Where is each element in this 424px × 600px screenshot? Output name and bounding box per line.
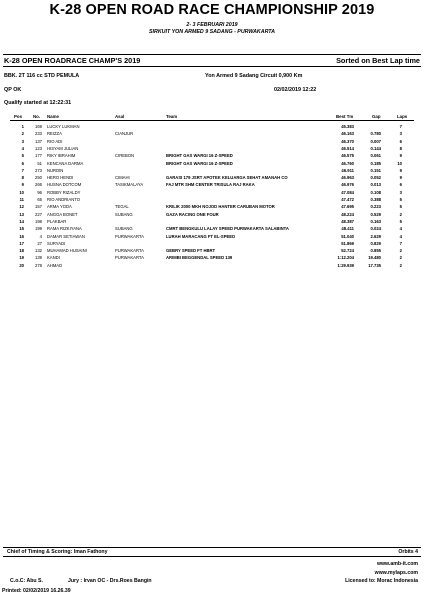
cell-no: 139: [35, 255, 42, 261]
cell-name: HUSNA DOTCOM: [47, 182, 82, 188]
cell-laps: 10: [397, 160, 402, 166]
cell-no: 233: [35, 131, 42, 137]
cell-best: 46.370: [341, 138, 354, 144]
table-row: [0, 241, 424, 248]
table-row: [0, 226, 424, 233]
cell-pos: 13: [19, 211, 24, 217]
table-row: [0, 248, 424, 255]
section-top-rule: [3, 54, 421, 55]
cell-name: RAMA RIZKIYANA: [47, 226, 82, 232]
cell-no: 199: [35, 226, 42, 232]
cell-laps: 6: [399, 182, 402, 188]
col-team: Team: [166, 114, 178, 119]
cell-no: 177: [35, 153, 42, 159]
championship-title: K-28 OPEN ROAD RACE CHAMPIONSHIP 2019: [49, 2, 375, 18]
cell-gap: 19.480: [368, 255, 381, 261]
table-row: [0, 131, 424, 138]
cell-best: 46.163: [341, 131, 354, 137]
cell-best: 47.084: [341, 189, 354, 195]
cell-name: DAMAR SETIAWAN: [47, 233, 85, 239]
cell-laps: 7: [399, 124, 402, 129]
table-row: [0, 175, 424, 182]
cell-best: 52.724: [341, 248, 354, 254]
cell-laps: 6: [399, 138, 402, 144]
mylaps-url: www.mylaps.com: [374, 570, 418, 576]
cell-best: 46.760: [341, 160, 354, 166]
cell-name: ANGGA BONET: [47, 211, 78, 217]
cell-laps: 2: [399, 248, 402, 254]
table-row: [0, 234, 424, 241]
cell-pos: 3: [21, 138, 24, 144]
cell-gap: 0.780: [370, 131, 381, 137]
cell-pos: 17: [19, 240, 24, 246]
table-header-rule: [10, 120, 414, 121]
table-row: [0, 263, 424, 270]
table-row: [0, 146, 424, 153]
cell-gap: 0.855: [370, 248, 381, 254]
cell-gap: 0.007: [370, 138, 381, 144]
sort-mode: Sorted on Best Lap time: [336, 56, 420, 65]
cell-laps: 5: [399, 204, 402, 210]
table-row: [0, 219, 424, 226]
table-row: [0, 124, 424, 131]
cell-best: 46.575: [341, 153, 354, 159]
cell-asal: PURWAKARTA: [115, 255, 144, 261]
cell-no: 137: [35, 138, 42, 144]
col-gap: Gap: [372, 114, 381, 119]
cell-laps: 5: [399, 197, 402, 202]
qualify-start: Qualify started at 12:22:31: [4, 100, 72, 106]
cell-gap: 0.223: [370, 204, 381, 210]
cell-gap: 0.829: [370, 240, 381, 246]
chief-of-timing: Chief of Timing & Scoring: Iman Fathony: [7, 549, 108, 555]
event-circuit: SIRKUIT YON ARMED 9 SADANG - PURWAKARTA: [149, 29, 275, 35]
cell-gap: 0.151: [370, 167, 381, 173]
col-asal: Asal: [115, 114, 125, 119]
printed-timestamp: Printed: 02/02/2019 16.26.39: [2, 588, 71, 594]
cell-laps: 2: [399, 211, 402, 217]
cell-team: FAJ MTR SHM CENTER TRISULA RAJ RAKA: [166, 182, 255, 188]
cell-gap: 0.388: [370, 197, 381, 202]
session-datetime: 02/02/2019 12:22: [274, 87, 317, 93]
cell-name: ROBBY RIZALDY: [47, 189, 81, 195]
cell-laps: 9: [399, 153, 402, 159]
cell-best: 48.224: [341, 211, 354, 217]
cell-no: 96: [37, 189, 42, 195]
cell-best: 1:12.204: [337, 255, 354, 261]
cell-pos: 8: [21, 175, 24, 181]
cell-no: 250: [35, 175, 42, 181]
cell-team: GEBRY SPEED FT HBRT: [166, 248, 216, 254]
cell-gap: 0.163: [370, 218, 381, 224]
cell-best: 46.911: [341, 167, 354, 173]
footer-rule: [3, 556, 421, 557]
col-laps: Laps: [397, 114, 408, 119]
cell-pos: 16: [19, 233, 24, 239]
cell-name: RIO ANDRIANTO: [47, 197, 80, 202]
section-bottom-rule: [3, 66, 421, 67]
col-best: Best Tm: [336, 114, 354, 119]
cell-laps: 5: [399, 218, 402, 224]
cell-name: MUHAMAD HUSAINI: [47, 248, 87, 254]
licensed-to: Licensed to: Morac Indonesia: [345, 578, 418, 584]
cell-no: 227: [35, 211, 42, 217]
cell-gap: 2.629: [370, 233, 381, 239]
cell-team: ARIMBI BEGGENDAL SPEED 139: [166, 255, 233, 261]
cell-team: BRIGHT GAS WARGI 16 Z-SPEED: [166, 160, 233, 166]
cell-name: HERO HENDI: [47, 175, 74, 181]
cell-name: NURDIN: [47, 167, 64, 173]
cell-gap: 0.144: [370, 145, 381, 151]
cell-laps: 2: [399, 262, 402, 268]
cell-pos: 6: [21, 160, 24, 166]
cell-pos: 19: [19, 255, 24, 261]
cell-asal: PURWAKARTA: [115, 248, 144, 254]
cell-pos: 7: [21, 167, 24, 173]
cell-best: 48.387: [341, 218, 354, 224]
jury: Jury : Irvan OC - Drs.Roes Bangin: [68, 578, 152, 584]
cell-pos: 12: [19, 204, 24, 210]
cell-asal: TASIKMALAYA: [115, 182, 144, 188]
cell-gap: 0.185: [370, 160, 381, 166]
cell-pos: 2: [21, 131, 24, 137]
cell-pos: 4: [21, 145, 24, 151]
table-row: [0, 153, 424, 160]
cell-no: 169: [35, 124, 42, 129]
cell-asal: CIREBON: [115, 153, 135, 159]
event-date: 2- 3 FEBRUARI 2019: [186, 22, 238, 28]
cell-best: 46.514: [341, 145, 354, 151]
cell-best: 51.040: [341, 233, 354, 239]
cell-laps: 9: [399, 175, 402, 181]
cell-name: PLAKBAR: [47, 218, 67, 224]
cell-gap: 0.061: [370, 153, 381, 159]
cell-gap: 17.735: [368, 262, 381, 268]
cell-gap: 0.013: [370, 182, 381, 188]
table-row: [0, 161, 424, 168]
cell-team: GARASI 179 JSRT APOTEK KELUARGA SEHAT AMANAH CO: [166, 175, 288, 181]
table-row: [0, 204, 424, 211]
table-row: [0, 182, 424, 189]
cell-team: BRIGHT GAS WARGI 16 Z-SPEED: [166, 153, 233, 159]
cell-best: 47.472: [341, 197, 354, 202]
cell-no: 51: [37, 160, 42, 166]
cell-no: 266: [35, 182, 42, 188]
cell-team: GAZA RACING ONE FOUR: [166, 211, 219, 217]
cell-no: 123: [35, 145, 42, 151]
footer-top-rule: [3, 547, 421, 548]
cell-laps: 9: [399, 167, 402, 173]
cell-name: AHMAD: [47, 262, 63, 268]
cell-asal: SUBANG: [115, 211, 133, 217]
cell-no: 157: [35, 204, 42, 210]
cell-laps: 8: [399, 145, 402, 151]
cell-asal: CIMAHI: [115, 175, 130, 181]
col-name: Name: [47, 114, 59, 119]
cell-best: 46.976: [341, 182, 354, 188]
amb-url: www.amb-it.com: [376, 561, 418, 567]
cell-name: ARMA YODA: [47, 204, 72, 210]
cell-laps: 2: [399, 255, 402, 261]
cell-no: 132: [35, 248, 42, 254]
venue: Yon Armed 9 Sadang Circuit 0,900 Km: [205, 73, 303, 79]
cell-pos: 15: [19, 226, 24, 232]
cell-best: 51.869: [341, 240, 354, 246]
cell-name: REIZZA: [47, 131, 62, 137]
cell-asal: PURWAKARTA: [115, 233, 144, 239]
table-row: [0, 139, 424, 146]
cell-no: 273: [35, 167, 42, 173]
cell-best: 48.411: [341, 226, 354, 232]
col-no: No.: [33, 114, 41, 119]
cell-pos: 5: [21, 153, 24, 159]
cell-best: 45.383: [341, 124, 354, 129]
cell-name: SURYADI: [47, 240, 66, 246]
cell-team: KRILIK 2000 MKH NOJOD HANTER CARUBAN MOTOR: [166, 204, 275, 210]
cell-gap: 0.024: [370, 226, 381, 232]
cell-pos: 14: [19, 218, 24, 224]
cell-team: CMRT BENGKULU LALAY SPEED PURWAKARTA SALABINTA: [166, 226, 289, 232]
cell-pos: 10: [19, 189, 24, 195]
orbits-version: Orbits 4: [398, 549, 418, 555]
cell-no: 27: [37, 240, 42, 246]
cell-pos: 20: [19, 262, 24, 268]
cell-pos: 1: [21, 124, 24, 129]
cell-name: KANDI: [47, 255, 60, 261]
cell-laps: 7: [399, 240, 402, 246]
cell-laps: 4: [399, 233, 402, 239]
cell-pos: 9: [21, 182, 24, 188]
cell-name: KENCANA DARMA: [47, 160, 84, 166]
cell-name: HISYAM JULIAN: [47, 145, 79, 151]
session-name: QP OK: [4, 87, 22, 93]
cell-no: 278: [35, 262, 42, 268]
cell-gap: 0.108: [370, 189, 381, 195]
cell-no: 65: [37, 197, 42, 202]
cell-no: 4: [39, 233, 42, 239]
cell-name: RIKY IBRAHIM: [47, 153, 76, 159]
clerk-of-course: C.o.C: Abu S.: [10, 578, 43, 584]
col-pos: Pos: [14, 114, 23, 119]
class-name: BBK. 2T 116 cc STD PEMULA: [4, 73, 80, 79]
cell-name: LUCKY LUKMAN: [47, 124, 80, 129]
table-row: [0, 255, 424, 262]
cell-gap: 0.529: [370, 211, 381, 217]
cell-best: 47.695: [341, 204, 354, 210]
cell-laps: 3: [399, 131, 402, 137]
cell-asal: CIANJUR: [115, 131, 134, 137]
cell-team: LURAH MARACANG FT EL-SPEED: [166, 233, 236, 239]
table-row: [0, 197, 424, 204]
cell-gap: 0.052: [370, 175, 381, 181]
table-row: [0, 212, 424, 219]
cell-laps: 4: [399, 226, 402, 232]
cell-laps: 3: [399, 189, 402, 195]
section-title: K-28 OPEN ROADRACE CHAMP'S 2019: [4, 56, 141, 65]
cell-best: 1:29.939: [337, 262, 354, 268]
table-row: [0, 190, 424, 197]
cell-pos: 11: [19, 197, 24, 202]
cell-pos: 18: [19, 248, 24, 254]
cell-no: 198: [35, 218, 42, 224]
cell-best: 46.963: [341, 175, 354, 181]
cell-asal: SUBANG: [115, 226, 133, 232]
table-row: [0, 168, 424, 175]
cell-name: RIO ADI: [47, 138, 63, 144]
cell-asal: TEGAL: [115, 204, 129, 210]
